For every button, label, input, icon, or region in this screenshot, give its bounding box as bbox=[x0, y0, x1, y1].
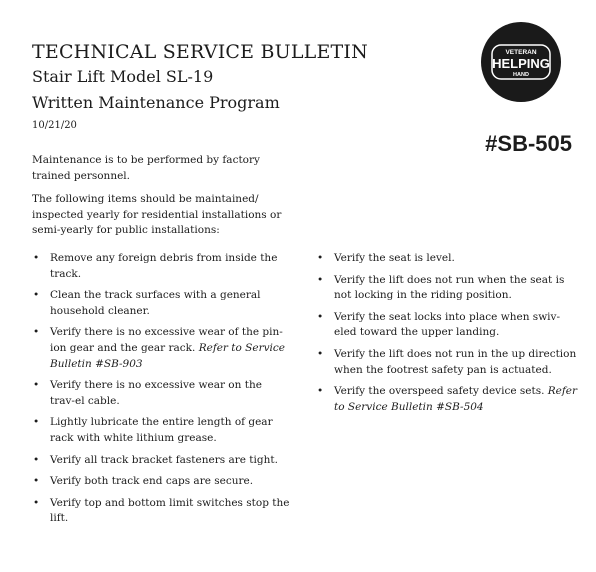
bullet-icon: • bbox=[317, 252, 324, 264]
bulletin-date: 10/21/20 bbox=[32, 120, 77, 131]
list-item bbox=[32, 325, 290, 372]
bullet-icon: • bbox=[33, 252, 40, 264]
bullet-icon: • bbox=[317, 347, 324, 360]
list-item-text: Verify there is no excessive wear of the pin-ion gear and the gear rack. bbox=[50, 326, 283, 354]
list-item bbox=[32, 474, 290, 490]
intro-paragraph-personnel: Maintenance is to be performed by factory trained personnel. bbox=[32, 154, 260, 182]
service-bulletin-reference: Refer to Service Bulletin #SB-504 bbox=[334, 385, 578, 413]
list-item-text: Verify the lift does not run in the up direction when the footrest safety pan is actuated. bbox=[334, 347, 577, 376]
logo-line-helping: HELPING bbox=[492, 56, 550, 71]
bullet-icon: • bbox=[33, 416, 40, 429]
list-item-text: Verify the seat is level. bbox=[334, 252, 455, 264]
list-item bbox=[316, 310, 578, 341]
list-item-text: Remove any foreign debris from inside the track. bbox=[50, 252, 278, 280]
bulletin-title: TECHNICAL SERVICE BULLETIN bbox=[32, 41, 368, 63]
list-item bbox=[32, 453, 290, 469]
list-item bbox=[32, 496, 290, 527]
logo-emblem-icon bbox=[481, 22, 561, 102]
bullet-icon: • bbox=[33, 326, 40, 339]
list-item bbox=[32, 288, 290, 319]
veteran-helping-hand-logo bbox=[481, 22, 561, 102]
list-item-text: Verify the seat locks into place when swiv-eled toward the upper landing. bbox=[334, 310, 561, 339]
bullet-icon: • bbox=[317, 310, 324, 323]
bullet-icon: • bbox=[33, 496, 40, 509]
maintenance-list-right bbox=[316, 251, 578, 421]
maintenance-list-left bbox=[32, 251, 290, 533]
list-item bbox=[316, 384, 578, 415]
intro-paragraph-schedule: The following items should be maintained/ inspected yearly for residential installations or semi-yearly for public installations: bbox=[32, 193, 282, 237]
logo-line-hand: HAND bbox=[513, 72, 529, 78]
list-item bbox=[32, 415, 290, 446]
bulletin-number: #SB-505 bbox=[485, 131, 572, 156]
list-item bbox=[316, 347, 578, 378]
list-item-text: Verify top and bottom limit switches stop the lift. bbox=[50, 496, 290, 525]
bulletin-subtitle-model: Stair Lift Model SL-19 bbox=[32, 67, 214, 86]
list-item-text: Verify all track bracket fasteners are tight. bbox=[50, 453, 278, 466]
list-item bbox=[316, 251, 578, 267]
list-item-text: Verify the overspeed safety device sets. bbox=[334, 385, 545, 398]
bulletin-subtitle-program: Written Maintenance Program bbox=[32, 93, 280, 112]
bullet-icon: • bbox=[317, 385, 324, 398]
logo-line-veteran: VETERAN bbox=[505, 49, 537, 56]
bullet-icon: • bbox=[33, 453, 40, 466]
list-item-text: Lightly lubricate the entire length of gear rack with white lithium grease. bbox=[50, 416, 273, 444]
list-item bbox=[32, 251, 290, 282]
list-item bbox=[32, 378, 290, 409]
list-item-text: Verify both track end caps are secure. bbox=[50, 475, 254, 488]
bullet-icon: • bbox=[317, 273, 324, 286]
list-item-text: Clean the track surfaces with a general household cleaner. bbox=[50, 289, 261, 317]
service-bulletin-reference: Refer to Service Bulletin #SB-903 bbox=[50, 341, 285, 370]
list-item bbox=[316, 273, 578, 304]
bullet-icon: • bbox=[33, 475, 40, 488]
list-item-text: Verify the lift does not run when the seat is not locking in the riding position. bbox=[334, 273, 565, 302]
bullet-icon: • bbox=[33, 379, 40, 392]
list-item-text: Verify there is no excessive wear on the trav-el cable. bbox=[50, 379, 262, 407]
bullet-icon: • bbox=[33, 289, 40, 302]
